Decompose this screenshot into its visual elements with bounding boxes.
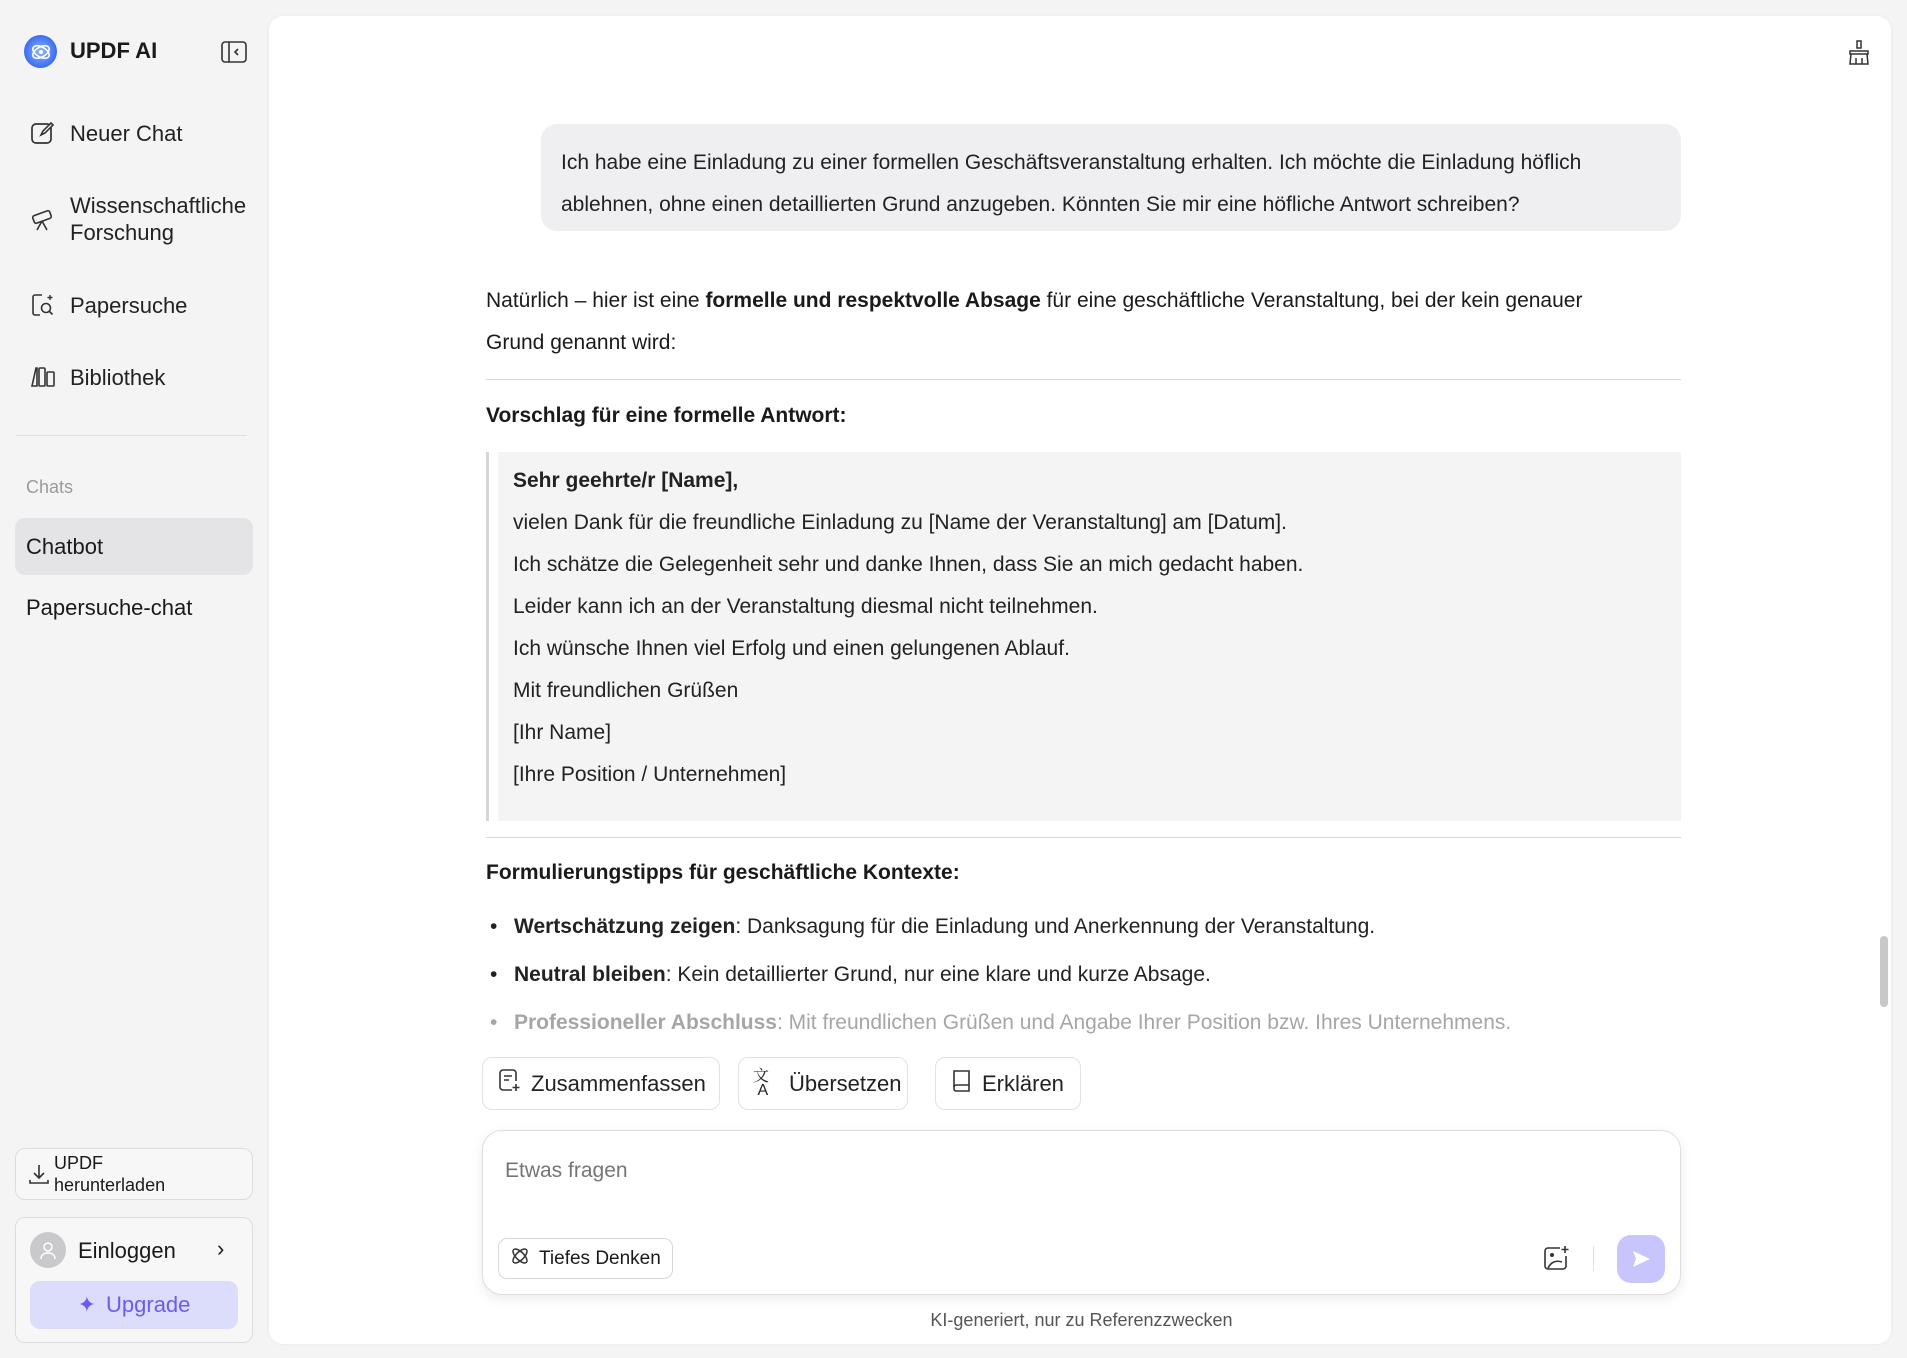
explain-button[interactable]	[935, 1057, 1081, 1110]
nav-label: Neuer Chat	[70, 121, 183, 146]
download-label: UPDF	[54, 1153, 103, 1173]
app-title: UPDF AI	[70, 38, 158, 63]
deep-think-label: Tiefes Denken	[539, 1247, 661, 1269]
upgrade-button[interactable]	[30, 1281, 238, 1329]
tip-item	[490, 1010, 1511, 1036]
edit-icon	[30, 120, 56, 146]
divider	[486, 379, 1681, 380]
quote-line: [Ihr Name]	[513, 721, 612, 744]
login-label: Einloggen	[78, 1238, 176, 1263]
user-message-line: ablehnen, ohne einen detaillierten Grund anzugeben. Könnten Sie mir eine höfliche Antwort schreiben?	[561, 193, 1520, 216]
chat-input[interactable]	[505, 1151, 1605, 1191]
chevron-right-icon: ›	[217, 1236, 225, 1261]
nav-label: Papersuche	[70, 293, 188, 318]
atom-icon	[509, 1245, 531, 1273]
section-heading: Vorschlag für eine formelle Antwort:	[486, 404, 847, 427]
chat-item-label: Chatbot	[26, 534, 104, 559]
book-icon	[950, 1068, 972, 1100]
user-message-line: Ich habe eine Einladung zu einer formellen Geschäftsveranstaltung erhalten. Ich möchte die Einladung höflich	[561, 151, 1582, 174]
chats-heading: Chats	[26, 477, 74, 497]
intro-text: für eine geschäftliche Veranstaltung, bei der kein genauer	[1040, 289, 1583, 312]
summarize-label: Zusammenfassen	[531, 1070, 706, 1096]
download-label: herunterladen	[54, 1175, 166, 1195]
user-message	[541, 124, 1681, 231]
intro-text: Natürlich – hier ist eine	[486, 289, 706, 312]
nav-label: Bibliothek	[70, 365, 166, 390]
nav-label: Wissenschaftliche	[70, 193, 247, 218]
deep-think-toggle[interactable]	[498, 1238, 673, 1279]
tip-item	[490, 914, 1375, 940]
assistant-intro	[486, 280, 1582, 322]
chat-item-label: Papersuche-chat	[26, 595, 193, 620]
download-icon	[28, 1163, 50, 1187]
explain-label: Erklären	[982, 1070, 1064, 1096]
tip-title: Wertschätzung zeigen	[514, 915, 736, 938]
reply-draft-quote	[486, 452, 1681, 821]
translate-icon: 文 A	[753, 1067, 770, 1099]
send-button[interactable]	[1617, 1235, 1665, 1283]
image-upload-icon[interactable]	[1541, 1243, 1571, 1273]
intro-bold: formelle und respektvolle Absage	[705, 289, 1041, 312]
tip-text: : Kein detaillierter Grund, nur eine klare und kurze Absage.	[665, 963, 1211, 986]
quote-line: Sehr geehrte/r [Name],	[513, 469, 739, 492]
collapse-sidebar-icon[interactable]	[221, 41, 247, 63]
chat-input-box	[482, 1130, 1681, 1295]
nav-label: Forschung	[70, 220, 174, 245]
translate-label: Übersetzen	[789, 1070, 902, 1096]
login-row[interactable]	[16, 1218, 252, 1274]
section-heading: Formulierungstipps für geschäftliche Kontexte:	[486, 861, 960, 884]
upgrade-label: Upgrade	[106, 1292, 191, 1317]
quote-line: Mit freundlichen Grüßen	[513, 679, 739, 702]
clear-chat-broom-icon[interactable]	[1845, 38, 1873, 68]
nav-library[interactable]	[28, 364, 253, 392]
chat-item-chatbot[interactable]	[15, 518, 253, 575]
quote-line: [Ihre Position / Unternehmen]	[513, 763, 787, 786]
library-icon	[30, 364, 56, 390]
send-icon	[1630, 1248, 1652, 1270]
tip-title: Neutral bleiben	[514, 963, 666, 986]
quote-line: Ich wünsche Ihnen viel Erfolg und einen gelungenen Ablauf.	[513, 637, 1070, 660]
tip-item	[490, 962, 1211, 988]
scrollbar-thumb[interactable]	[1880, 936, 1888, 1007]
updf-logo-icon	[24, 35, 57, 68]
translate-button[interactable]	[738, 1057, 908, 1110]
download-updf-button[interactable]	[15, 1148, 253, 1200]
account-box	[15, 1217, 253, 1343]
quote-line: vielen Dank für die freundliche Einladung zu [Name der Veranstaltung] am [Datum].	[513, 511, 1287, 534]
sparkle-icon: ✦	[77, 1292, 97, 1317]
chat-item-papersuche-chat[interactable]	[15, 580, 253, 637]
summarize-icon	[497, 1068, 521, 1100]
tip-text: : Mit freundlichen Grüßen und Angabe Ihrer Position bzw. Ihres Unternehmens.	[776, 1011, 1512, 1034]
quote-line: Leider kann ich an der Veranstaltung diesmal nicht teilnehmen.	[513, 595, 1098, 618]
quote-line: Ich schätze die Gelegenheit sehr und danke Ihnen, dass Sie an mich gedacht haben.	[513, 553, 1304, 576]
paper-search-icon	[30, 292, 56, 318]
summarize-button[interactable]	[482, 1057, 720, 1110]
sidebar-divider	[16, 435, 247, 436]
nav-papersuche[interactable]	[28, 292, 253, 320]
input-divider	[1593, 1246, 1594, 1271]
footer-note: KI-generiert, nur zu Referenzzwecken	[930, 1310, 1233, 1330]
divider	[486, 837, 1681, 838]
avatar-icon	[30, 1232, 66, 1268]
nav-new-chat[interactable]	[28, 120, 253, 148]
nav-scientific-research[interactable]	[28, 192, 253, 248]
assistant-intro-line2: Grund genannt wird:	[486, 331, 677, 354]
tip-text: : Danksagung für die Einladung und Anerkennung der Veranstaltung.	[735, 915, 1376, 938]
telescope-icon	[30, 206, 56, 232]
tip-title: Professioneller Abschluss	[514, 1011, 777, 1034]
